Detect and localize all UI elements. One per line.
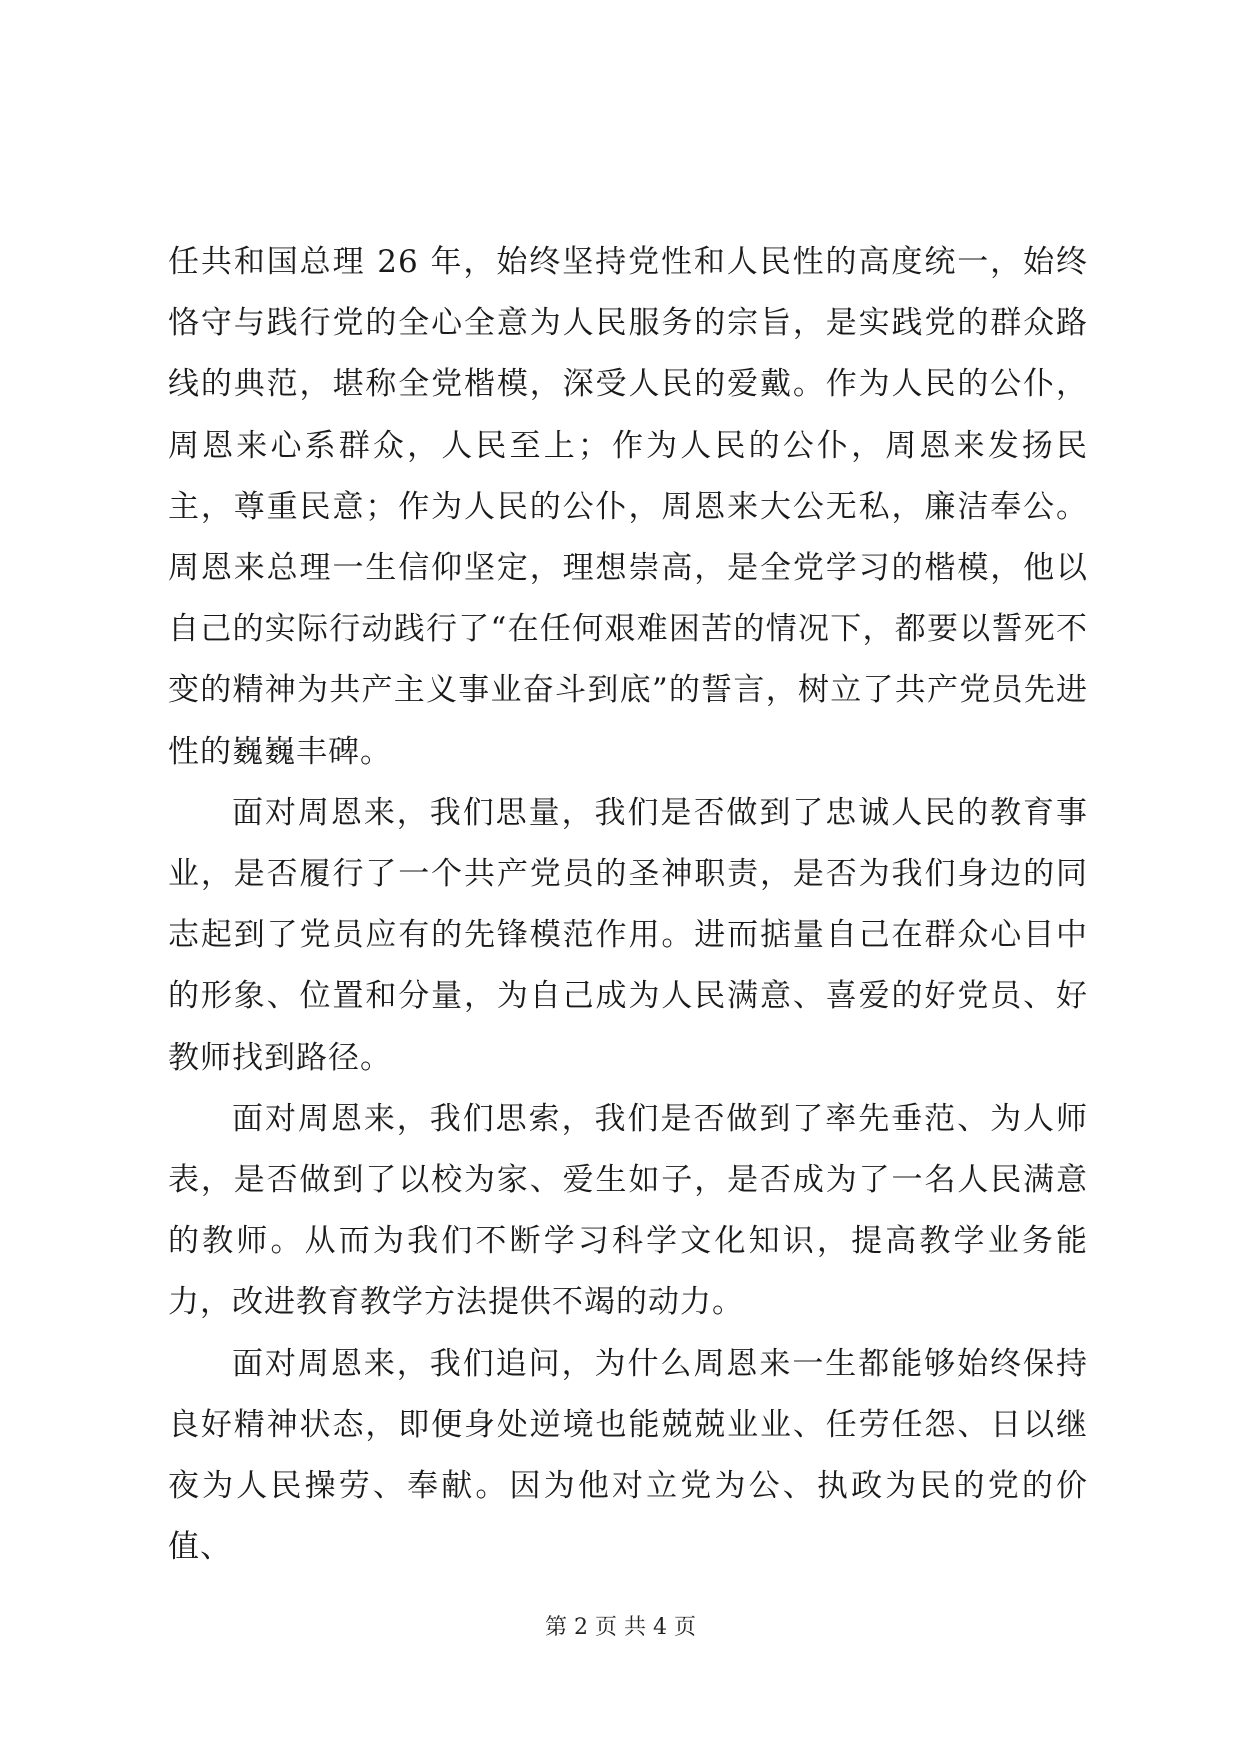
document-body	[168, 232, 1088, 1578]
paragraph-2: 面对周恩来，我们思量，我们是否做到了忠诚人民的教育事业，是否履行了一个共产党员的圣神职责，是否为我们身边的同志起到了党员应有的先锋模范作用。进而掂量自己在群众心目中的形象、位置和分量，为自己成为人民满意、喜爱的好党员、好教师找到路径。	[168, 794, 1088, 1076]
page-number-footer: 第 2 页 共 4 页	[545, 1615, 696, 1640]
paragraph-4: 面对周恩来，我们追问，为什么周恩来一生都能够始终保持良好精神状态，即便身处逆境也能兢兢业业、任劳任怨、日以继夜为人民操劳、奉献。因为他对立党为公、执政为民的党的价值、	[168, 1345, 1088, 1566]
paragraph-1: 任共和国总理 26 年，始终坚持党性和人民性的高度统一，始终恪守与践行党的全心全意为人民服务的宗旨，是实践党的群众路线的典范，堪称全党楷模，深受人民的爱戴。作为人民的公仆，周恩来心系群众，人民至上；作为人民的公仆，周恩来发扬民主，尊重民意；作为人民的公仆，周恩来大公无私，廉洁奉公。周恩来总理一生信仰坚定，理想崇高，是全党学习的楷模，他以自己的实际行动践行了“在任何艰难困苦的情况下，都要以誓死不变的精神为共产主义事业奋斗到底”的誓言，树立了共产党员先进性的巍巍丰碑。	[168, 244, 1088, 770]
paragraph-3: 面对周恩来，我们思索，我们是否做到了率先垂范、为人师表，是否做到了以校为家、爱生如子，是否成为了一名人民满意的教师。从而为我们不断学习科学文化知识，提高教学业务能力，改进教育教学方法提供不竭的动力。	[168, 1100, 1088, 1321]
